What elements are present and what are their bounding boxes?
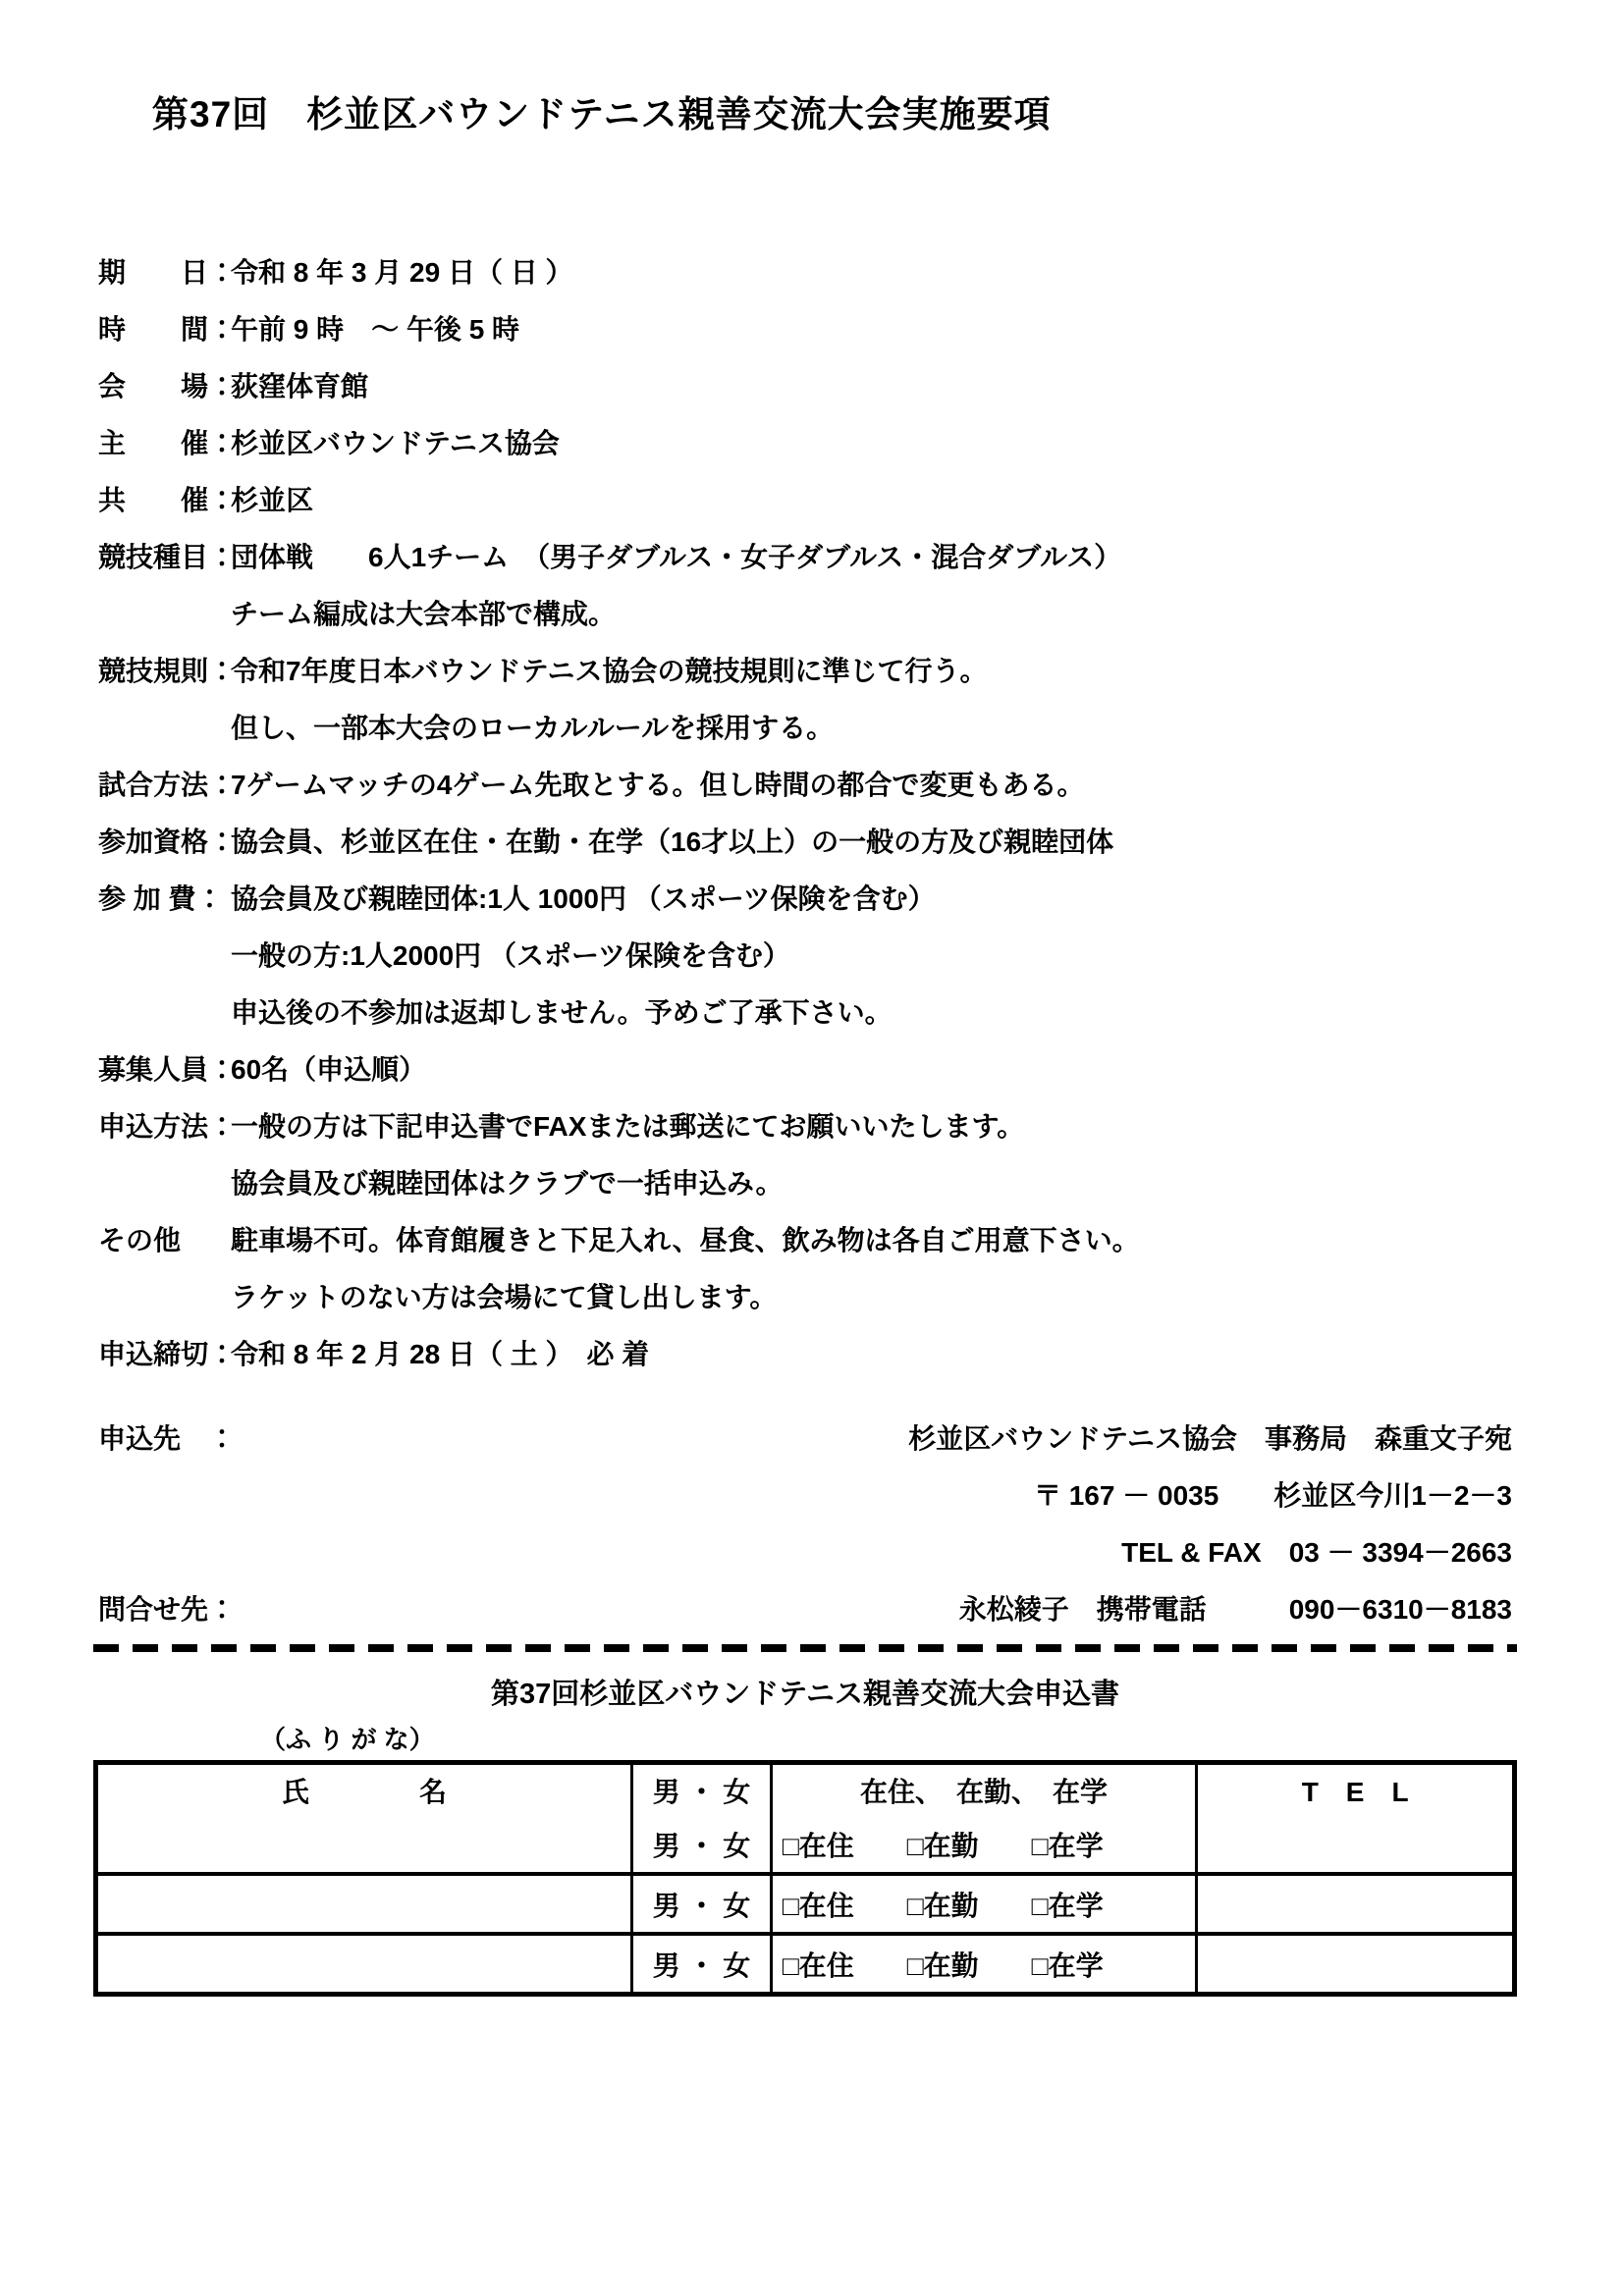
info-row-eligibility (98, 812, 1512, 869)
info-label: 参 加 費： (98, 883, 224, 915)
tel-cell (1197, 1816, 1515, 1874)
application-form-title: 第37回杉並区バウンドテニス親善交流大会申込書 (490, 1679, 1120, 1711)
info-row-deadline (98, 1324, 1512, 1381)
info-row-other (98, 1210, 1512, 1267)
info-label: 期 日： (98, 257, 237, 289)
school-checkbox: □在学 (1031, 1949, 1104, 1981)
info-value: 杉並区バウンドテニス協会 (231, 428, 560, 459)
document-title: 第37回 杉並区バウンドテニス親善交流大会実施要項 (152, 94, 1052, 134)
gender-cell: 男 ・ 女 (632, 1874, 772, 1934)
table-header-row (96, 1763, 1515, 1817)
info-value: 申込後の不参加は返却しません。予めご了承下さい。 (231, 997, 893, 1029)
info-label: 時 間： (98, 314, 237, 346)
inquiry-row (98, 1579, 1512, 1636)
apply-to-organization: 杉並区バウンドテニス協会 事務局 森重文子宛 (908, 1423, 1512, 1455)
gender-cell: 男 ・ 女 (632, 1816, 772, 1874)
info-row-co-organizer (98, 470, 1512, 527)
work-checkbox: □在勤 (906, 1949, 979, 1981)
info-row-rules (98, 641, 1512, 698)
info-label: 主 催： (98, 428, 237, 459)
info-label: 募集人員： (98, 1054, 237, 1086)
inquiry-label: 問合せ先： (98, 1594, 237, 1626)
gender-cell: 男 ・ 女 (632, 1934, 772, 1995)
tel-cell (1197, 1934, 1515, 1995)
header-tel: T E L (1197, 1763, 1515, 1817)
name-cell (96, 1874, 632, 1934)
work-checkbox: □在勤 (906, 1890, 979, 1921)
work-checkbox: □在勤 (906, 1830, 979, 1861)
header-gender: 男 ・ 女 (632, 1763, 772, 1817)
info-row-date (98, 242, 1512, 299)
apply-to-address-row (98, 1466, 1512, 1522)
table-row (96, 1874, 1515, 1934)
school-checkbox: □在学 (1031, 1890, 1104, 1921)
info-value: 荻窪体育館 (231, 371, 369, 402)
apply-to-label: 申込先 ： (98, 1423, 237, 1455)
info-row-venue (98, 356, 1512, 413)
info-value: 令和7年度日本バウンドテニス協会の競技規則に準じて行う。 (231, 656, 988, 687)
info-value: 60名（申込順） (231, 1054, 427, 1086)
table-row (96, 1816, 1515, 1874)
info-row-other-cont (98, 1267, 1512, 1324)
status-cell (771, 1874, 1197, 1934)
apply-to-telfax-row (98, 1522, 1512, 1579)
info-row-organizer (98, 413, 1512, 470)
school-checkbox: □在学 (1031, 1830, 1104, 1861)
resident-checkbox: □在住 (782, 1830, 854, 1861)
application-table (93, 1760, 1517, 1997)
info-label: 競技規則： (98, 656, 237, 687)
info-value: チーム編成は大会本部で構成。 (231, 599, 617, 630)
info-value: 令和 8 年 2 月 28 日（ 土 ） 必 着 (231, 1339, 650, 1370)
info-label: その他 (98, 1225, 182, 1256)
info-label: 共 催： (98, 485, 237, 516)
info-value: 7ゲームマッチの4ゲーム先取とする。但し時間の都合で変更もある。 (231, 770, 1085, 801)
info-label: 参加資格： (98, 827, 237, 858)
info-label: 競技種目： (98, 542, 237, 573)
info-value: 協会員及び親睦団体:1人 1000円 （スポーツ保険を含む） (231, 883, 936, 915)
info-row-fee-cont2 (98, 983, 1512, 1040)
contact-section (98, 1409, 1512, 1636)
status-cell (771, 1816, 1197, 1874)
info-value: 駐車場不可。体育館履きと下足入れ、昼食、飲み物は各自ご用意下さい。 (231, 1225, 1140, 1256)
tel-cell (1197, 1874, 1515, 1934)
info-label: 試合方法： (98, 770, 237, 801)
cut-line-separator (93, 1644, 1517, 1652)
info-row-capacity (98, 1040, 1512, 1096)
info-row-event-type-cont (98, 584, 1512, 641)
info-value: 団体戦 6人1チーム （男子ダブルス・女子ダブルス・混合ダブルス） (231, 542, 1122, 573)
info-value: 一般の方:1人2000円 （スポーツ保険を含む） (231, 940, 790, 972)
info-row-rules-cont (98, 698, 1512, 755)
info-row-apply-method (98, 1096, 1512, 1153)
info-value: 協会員、杉並区在住・在勤・在学（16才以上）の一般の方及び親睦団体 (231, 827, 1114, 858)
info-value: 杉並区 (231, 485, 314, 516)
info-label: 会 場： (98, 371, 237, 402)
status-cell (771, 1934, 1197, 1995)
apply-to-address: 〒 167 － 0035 杉並区今川1－2－3 (1033, 1480, 1512, 1512)
info-label: 申込方法： (98, 1111, 237, 1143)
info-row-apply-method-cont (98, 1153, 1512, 1210)
apply-to-row (98, 1409, 1512, 1466)
name-cell (96, 1934, 632, 1995)
inquiry-contact: 永松綾子 携帯電話 090－6310－8183 (958, 1594, 1512, 1626)
info-row-fee-cont1 (98, 926, 1512, 983)
info-row-match-format (98, 755, 1512, 812)
header-status: 在住、 在勤、 在学 (771, 1763, 1197, 1817)
info-row-fee (98, 869, 1512, 926)
info-section (98, 242, 1512, 1381)
table-row (96, 1934, 1515, 1995)
info-value: ラケットのない方は会場にて貸し出します。 (231, 1282, 778, 1313)
furigana-label: （ふ り が な） (260, 1725, 435, 1755)
resident-checkbox: □在住 (782, 1949, 854, 1981)
header-name: 氏 名 (282, 1777, 448, 1808)
info-row-event-type (98, 527, 1512, 584)
info-value: 一般の方は下記申込書でFAXまたは郵送にてお願いいたします。 (231, 1111, 1025, 1143)
info-value: 午前 9 時 ～ 午後 5 時 (231, 314, 520, 346)
resident-checkbox: □在住 (782, 1890, 854, 1921)
info-row-time (98, 299, 1512, 356)
name-cell (96, 1816, 632, 1874)
info-label: 申込締切： (98, 1339, 237, 1370)
info-value: 令和 8 年 3 月 29 日（ 日 ） (231, 257, 573, 289)
info-value: 協会員及び親睦団体はクラブで一括申込み。 (231, 1168, 784, 1200)
apply-to-telfax: TEL & FAX 03 － 3394－2663 (1121, 1537, 1512, 1569)
info-value: 但し、一部本大会のローカルルールを採用する。 (231, 713, 835, 744)
